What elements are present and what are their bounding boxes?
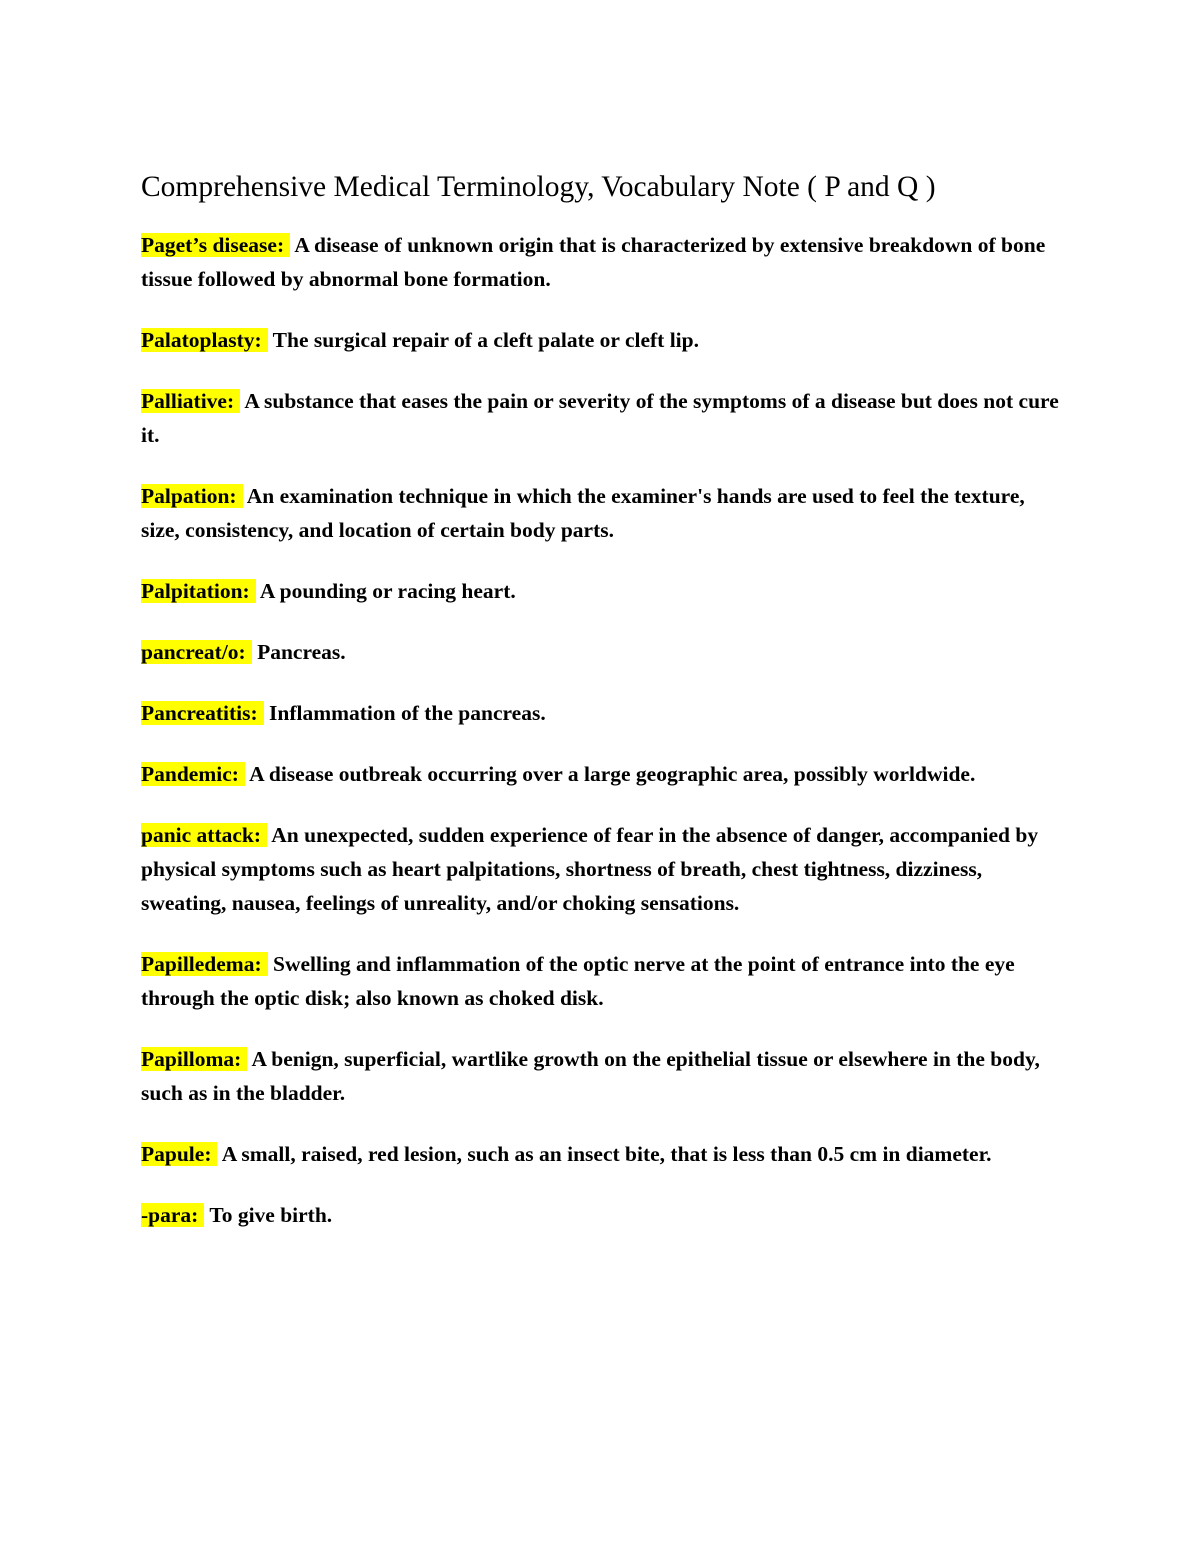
glossary-term: Palliative: [141, 389, 240, 413]
glossary-entry [141, 1137, 1061, 1171]
glossary-term: Paget’s disease: [141, 233, 290, 257]
glossary-definition: Pancreas. [257, 640, 346, 664]
glossary-term: panic attack: [141, 823, 267, 847]
glossary-definition: A small, raised, red lesion, such as an insect bite, that is less than 0.5 cm in diameter. [221, 1142, 992, 1166]
glossary-definition: To give birth. [209, 1203, 333, 1227]
glossary-definition: An examination technique in which the examiner's hands are used to feel the texture, size, consistency, and location of certain body parts. [141, 484, 1025, 542]
glossary-term: pancreat/o: [141, 640, 252, 664]
glossary-term: Papilledema: [141, 952, 268, 976]
glossary-term: Palpation: [141, 484, 243, 508]
glossary-entry [141, 1198, 1061, 1232]
glossary-definition: A benign, superficial, wartlike growth on the epithelial tissue or elsewhere in the body, such as in the bladder. [141, 1047, 1040, 1105]
glossary-term: Papule: [141, 1142, 217, 1166]
glossary-definition: A disease of unknown origin that is characterized by extensive breakdown of bone tissue followed by abnormal bone formation. [141, 233, 1046, 291]
glossary-definition: Inflammation of the pancreas. [269, 701, 546, 725]
glossary-entry [141, 228, 1061, 296]
glossary-entry [141, 818, 1061, 920]
glossary-entry [141, 1042, 1061, 1110]
glossary-term: Palpitation: [141, 579, 256, 603]
glossary-definition: A disease outbreak occurring over a large geographic area, possibly worldwide. [249, 762, 976, 786]
document-body [141, 168, 1061, 1259]
glossary-term: Pandemic: [141, 762, 245, 786]
glossary-definition: The surgical repair of a cleft palate or cleft lip. [272, 328, 699, 352]
glossary-entry [141, 323, 1061, 357]
glossary-term: -para: [141, 1203, 204, 1227]
glossary-definition: Swelling and inflammation of the optic nerve at the point of entrance into the eye through the optic disk; also known as choked disk. [141, 952, 1015, 1010]
glossary-list [141, 228, 1061, 1232]
glossary-entry [141, 479, 1061, 547]
glossary-definition: A pounding or racing heart. [259, 579, 516, 603]
glossary-entry [141, 384, 1061, 452]
glossary-entry [141, 947, 1061, 1015]
glossary-term: Pancreatitis: [141, 701, 264, 725]
glossary-term: Papilloma: [141, 1047, 247, 1071]
glossary-entry [141, 635, 1061, 669]
glossary-entry [141, 574, 1061, 608]
glossary-definition: An unexpected, sudden experience of fear in the absence of danger, accompanied by physical symptoms such as heart palpitations, shortness of breath, chest tightness, dizziness, sweating, nausea, feelings of unreality, and/or choking sensations. [141, 823, 1039, 915]
document-title: Comprehensive Medical Terminology, Vocabulary Note ( P and Q ) [141, 171, 936, 203]
glossary-definition: A substance that eases the pain or severity of the symptoms of a disease but does not cure it. [141, 389, 1059, 447]
glossary-term: Palatoplasty: [141, 328, 268, 352]
glossary-entry [141, 696, 1061, 730]
glossary-entry [141, 757, 1061, 791]
